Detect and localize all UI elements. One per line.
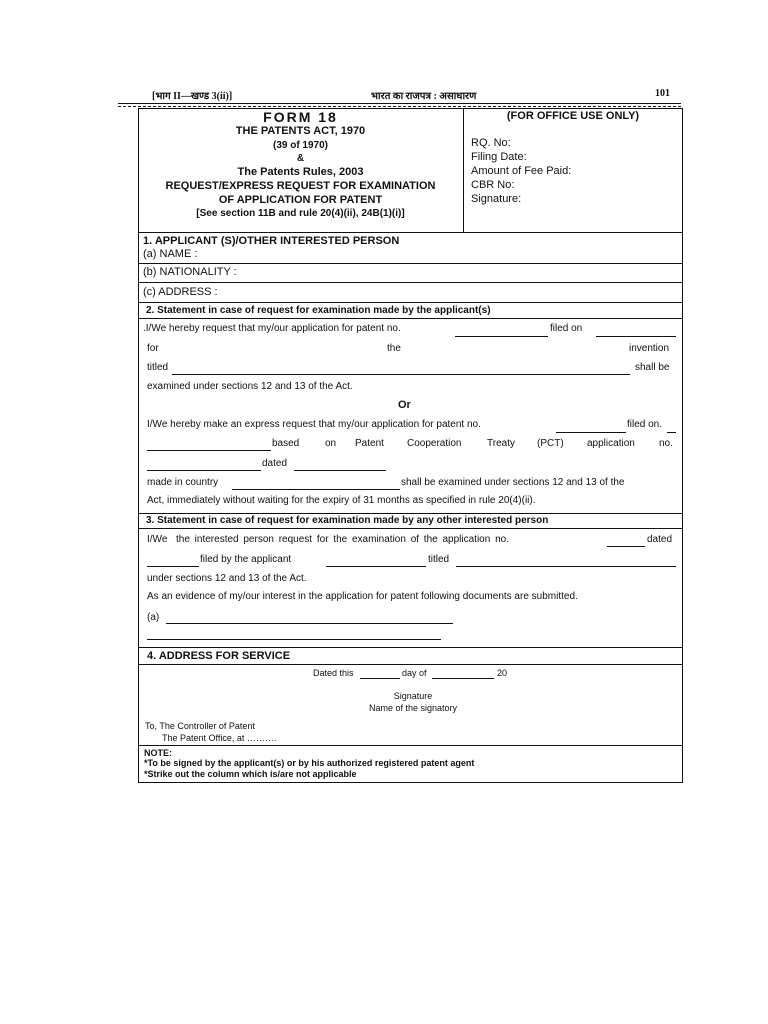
- doc-b-blank: [147, 639, 441, 640]
- sec2-express-text: I/We hereby make an express request that my/our application for patent no.: [147, 419, 481, 430]
- addressee-line1: To, The Controller of Patent: [145, 721, 255, 731]
- sec2-or: Or: [398, 399, 411, 411]
- rule-before-note: [138, 745, 683, 746]
- signatory-name-label: Name of the signatory: [368, 703, 458, 713]
- rules-name: The Patents Rules, 2003: [237, 166, 364, 178]
- section2-heading: 2. Statement in case of request for examination made by the applicant(s): [146, 305, 491, 316]
- rule-section4-heading: [138, 664, 683, 665]
- day-blank: [360, 678, 400, 679]
- section1-heading: 1. APPLICANT (S)/OTHER INTERESTED PERSON: [143, 235, 400, 247]
- sec2-dated: dated: [262, 458, 288, 469]
- pct-date-blank: [147, 450, 271, 451]
- rule-section3-heading: [138, 528, 683, 529]
- office-cbr-no: CBR No:: [471, 179, 515, 191]
- patent-no-blank: [455, 336, 548, 337]
- sec2-examined-text: examined under sections 12 and 13 of the Act.: [147, 381, 353, 392]
- applicant-name-label: (a) NAME :: [143, 248, 198, 260]
- pct-no-blank: [147, 470, 261, 471]
- sec2-for: for: [147, 343, 159, 354]
- note-line1: *To be signed by the applicant(s) or by his authorized registered patent agent: [144, 758, 475, 768]
- sec2-shall-be: shall be: [635, 362, 670, 373]
- doc-a-blank: [166, 623, 453, 624]
- sec3-date-blank: [147, 566, 199, 567]
- sec3-dated: dated: [647, 534, 673, 545]
- applicant-nationality-label: (b) NATIONALITY :: [143, 266, 237, 278]
- form-title-line1: REQUEST/EXPRESS REQUEST FOR EXAMINATION: [165, 180, 436, 192]
- day-of-label: day of: [402, 668, 427, 678]
- month-blank: [432, 678, 494, 679]
- sec3-title-blank: [456, 566, 676, 567]
- office-fee-paid: Amount of Fee Paid:: [471, 165, 572, 177]
- applicant-address-label: (c) ADDRESS :: [143, 286, 218, 298]
- sec2-titled: titled: [147, 362, 169, 373]
- applicant-blank: [326, 566, 426, 567]
- sec3-filed-by: filed by the applicant: [200, 554, 292, 565]
- sec2-filed-on: filed on: [550, 323, 583, 334]
- header-rule: [118, 103, 681, 104]
- sec2-act-immediately: Act, immediately without waiting for the expiry of 31 months as specified in rule 20(4)(ii).: [147, 495, 536, 506]
- sec3-under-sections: under sections 12 and 13 of the Act.: [147, 573, 307, 584]
- section3-heading: 3. Statement in case of request for examination made by any other interested person: [146, 515, 549, 526]
- sec2-shall-be-examined: shall be examined under sections 12 and 13 of the: [401, 477, 625, 488]
- gazette-title: भारत का राजपत्र : असाधारण: [371, 91, 477, 102]
- sec2-the: the: [387, 343, 401, 354]
- express-patent-no-blank: [556, 432, 626, 433]
- sec2-invention: invention: [629, 343, 670, 354]
- sec2-application: application: [587, 438, 635, 449]
- rule-name: [138, 263, 683, 264]
- act-name: THE PATENTS ACT, 1970: [235, 125, 366, 137]
- note-label: NOTE:: [144, 748, 172, 758]
- rule-after-header: [138, 232, 683, 233]
- sec2-patent: Patent: [355, 438, 384, 449]
- sec3-evidence-text: As an evidence of my/our interest in the application for patent following documents are submitted.: [147, 591, 578, 602]
- rule-section1-end: [138, 302, 683, 303]
- signature-label: Signature: [393, 691, 433, 701]
- sec2-cooperation: Cooperation: [407, 438, 462, 449]
- section4-heading: 4. ADDRESS FOR SERVICE: [147, 650, 291, 662]
- office-rq-no: RQ. No:: [471, 137, 511, 149]
- header-divider: [463, 108, 464, 233]
- sec3-doc-a: (a): [147, 612, 160, 623]
- form-number: FORM 18: [263, 109, 338, 125]
- sec2-on: on: [325, 438, 337, 449]
- office-filing-date: Filing Date:: [471, 151, 527, 163]
- rule-section2-end: [138, 513, 683, 514]
- office-signature: Signature:: [471, 193, 522, 205]
- sec3-interested-text: the interested person request for the examination of the application no.: [176, 534, 509, 545]
- form-title-line2: OF APPLICATION FOR PATENT: [218, 194, 383, 206]
- dated-blank: [294, 470, 386, 471]
- office-use-heading: (FOR OFFICE USE ONLY): [506, 110, 640, 122]
- sec2-based: based: [272, 438, 300, 449]
- country-blank: [232, 489, 400, 490]
- act-number: (39 of 1970): [272, 140, 329, 151]
- note-line2: *Strike out the column which is/are not applicable: [144, 769, 357, 779]
- title-blank: [172, 374, 630, 375]
- ampersand: &: [296, 153, 305, 164]
- gazette-page-number: 101: [655, 88, 670, 99]
- sec2-treaty: Treaty: [487, 438, 515, 449]
- sec3-iwe: I/We: [147, 534, 168, 545]
- sec2-no: no.: [659, 438, 673, 449]
- gazette-part-label: [भाग II—खण्ड 3(ii)]: [152, 91, 233, 102]
- addressee-line2: The Patent Office, at ……….: [162, 733, 277, 743]
- filed-on-blank: [596, 336, 676, 337]
- year-label: 20: [497, 668, 508, 678]
- sec3-titled: titled: [428, 554, 450, 565]
- sec2-line1-text: .I/We hereby request that my/our application for patent no.: [143, 323, 401, 334]
- sec2-made-in-country: made in country: [147, 477, 219, 488]
- form-reference: [See section 11B and rule 20(4)(ii), 24B(1)(i)]: [196, 208, 405, 219]
- express-filed-on-blank: [667, 432, 676, 433]
- sec3-application-no-blank: [607, 546, 645, 547]
- rule-nationality: [138, 282, 683, 283]
- sec2-pct: (PCT): [537, 438, 564, 449]
- dated-this-label: Dated this: [313, 668, 354, 678]
- sec2-express-filed-on: filed on.: [627, 419, 663, 430]
- rule-section2-heading: [138, 318, 683, 319]
- rule-section3-end: [138, 647, 683, 648]
